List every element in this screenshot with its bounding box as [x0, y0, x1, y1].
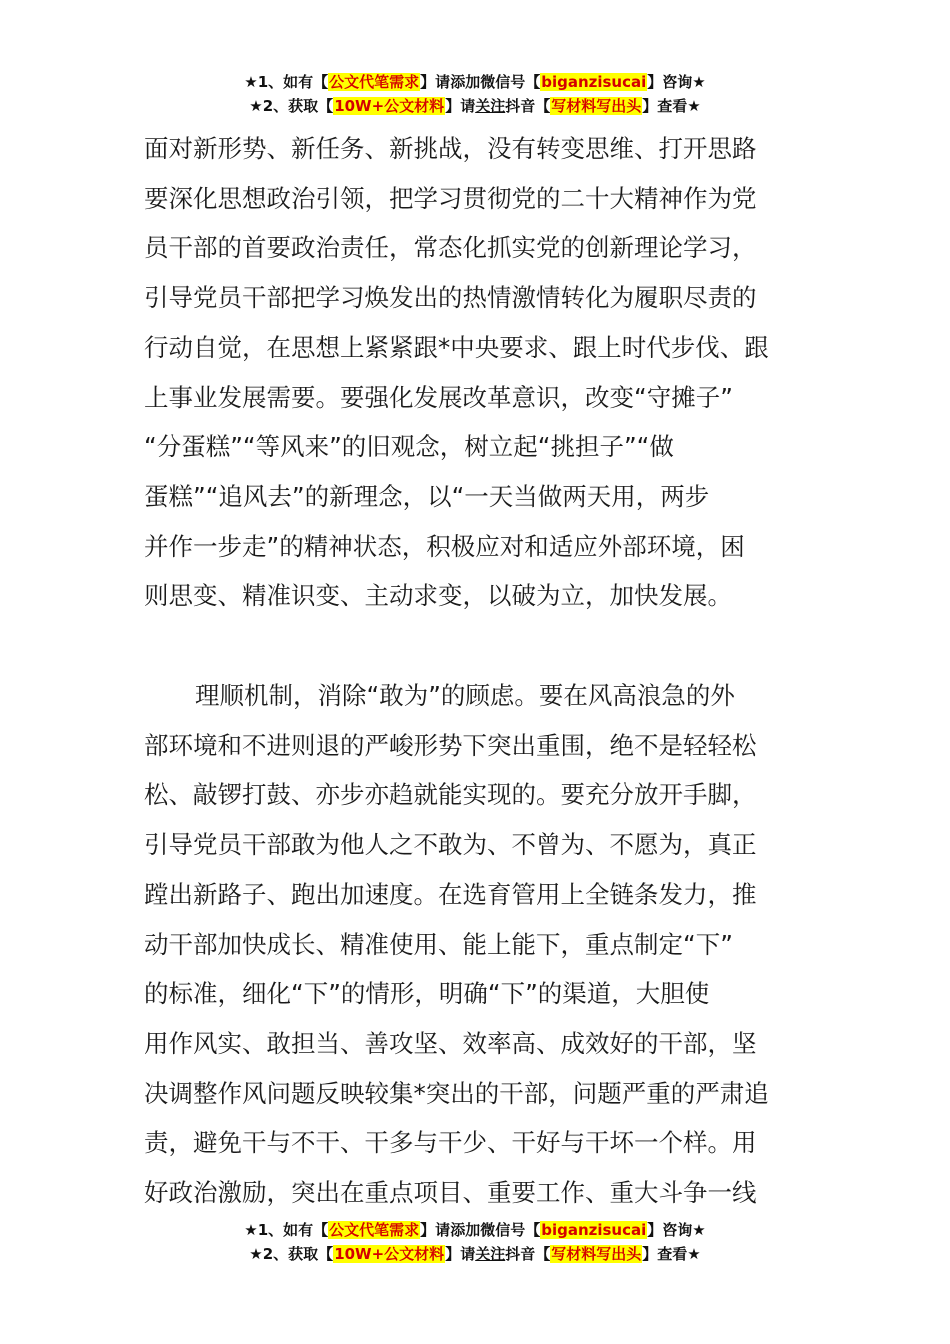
banner-line-1: [0, 70, 950, 94]
banner-emphasis: 关注: [475, 97, 506, 115]
banner-text: 微信号【: [480, 73, 541, 91]
banner-text: 】咨询★: [647, 1221, 706, 1239]
banner-text: 】咨询★: [647, 73, 706, 91]
highlight-text: 10W+公文材料: [334, 97, 445, 115]
highlight-text: 公文代笔需求: [329, 73, 420, 91]
top-banner: [0, 70, 950, 118]
text-line: 动干部加快成长、精准使用、能上能下，重点制定“下”: [144, 929, 733, 959]
banner-text: ★2、获取【: [249, 1245, 334, 1263]
banner-text: 】查看★: [642, 97, 701, 115]
banner-text: 】请: [420, 1221, 451, 1239]
banner-text: 】查看★: [642, 1245, 701, 1263]
text-line: 的标准，细化“下”的情形，明确“下”的渠道，大胆使: [144, 979, 710, 1009]
banner-emphasis: 关注: [475, 1245, 506, 1263]
banner-text: 】请: [445, 97, 476, 115]
text-line: 面对新形势、新任务、新挑战，没有转变思维、打开思路: [144, 134, 757, 163]
banner-text: ★1、如有【: [244, 1221, 329, 1239]
bottom-banner: [0, 1218, 950, 1266]
text-line: “分蛋糕”“等风来”的旧观念，树立起“挑担子”“做: [144, 432, 674, 462]
text-line: 上事业发展需要。要强化发展改革意识，改变“守摊子”: [144, 382, 733, 412]
text-line: 决调整作风问题反映较集*突出的干部，问题严重的严肃追: [144, 1078, 769, 1108]
text-line: 并作一步走”的精神状态，积极应对和适应外部环境，困: [144, 531, 745, 561]
douyin-id-highlight: 写材料写出头: [551, 97, 642, 115]
banner-line-2: [0, 1242, 950, 1266]
text-line: 蛋糕”“追风去”的新理念，以“一天当做两天用，两步: [144, 481, 710, 511]
wechat-id-highlight: biganzisucai: [541, 73, 647, 91]
text-line: 部环境和不进则退的严峻形势下突出重围，绝不是轻轻松: [144, 730, 757, 760]
text-line: 理顺机制，消除“敢为”的顾虑。要在风高浪急的外: [195, 681, 735, 711]
douyin-id-highlight: 写材料写出头: [551, 1245, 642, 1263]
banner-line-2: [0, 94, 950, 118]
text-line: 引导党员干部敢为他人之不敢为、不曾为、不愿为，真正: [144, 830, 757, 860]
text-line: 引导党员干部把学习焕发出的热情激情转化为履职尽责的: [144, 283, 757, 313]
text-line: 则思变、精准识变、主动求变，以破为立，加快发展。: [144, 581, 732, 611]
text-line: 责，避免干与不干、干多与干少、干好与干坏一个样。用: [144, 1128, 757, 1158]
banner-text: ★2、获取【: [249, 97, 334, 115]
banner-text: 】请: [445, 1245, 476, 1263]
text-line: 用作风实、敢担当、善攻坚、效率高、成效好的干部，坚: [144, 1028, 757, 1058]
document-body: [144, 124, 806, 1218]
text-line: 松、敲锣打鼓、亦步亦趋就能实现的。要充分放开手脚，: [144, 780, 757, 810]
text-line: 行动自觉，在思想上紧紧跟*中央要求、跟上时代步伐、跟: [144, 332, 769, 362]
text-line: 员干部的首要政治责任，常态化抓实党的创新理论学习，: [144, 233, 757, 263]
wechat-id-highlight: biganzisucai: [541, 1221, 647, 1239]
banner-text: 微信号【: [480, 1221, 541, 1239]
text-line: 要深化思想政治引领，把学习贯彻党的二十大精神作为党: [144, 183, 757, 213]
banner-line-1: [0, 1218, 950, 1242]
banner-text: 抖音【: [505, 1245, 551, 1263]
text-line: 蹚出新路子、跑出加速度。在选育管用上全链条发力，推: [144, 879, 757, 909]
highlight-text: 10W+公文材料: [334, 1245, 445, 1263]
paragraph-1: [144, 124, 806, 621]
text-line: 好政治激励，突出在重点项目、重要工作、重大斗争一线: [144, 1178, 757, 1208]
banner-emphasis: 添加: [450, 1221, 481, 1239]
banner-text: 】请: [420, 73, 451, 91]
banner-emphasis: 添加: [450, 73, 481, 91]
banner-text: 抖音【: [505, 97, 551, 115]
paragraph-gap: [144, 621, 806, 671]
banner-text: ★1、如有【: [244, 73, 329, 91]
highlight-text: 公文代笔需求: [329, 1221, 420, 1239]
paragraph-2: [144, 671, 806, 1218]
